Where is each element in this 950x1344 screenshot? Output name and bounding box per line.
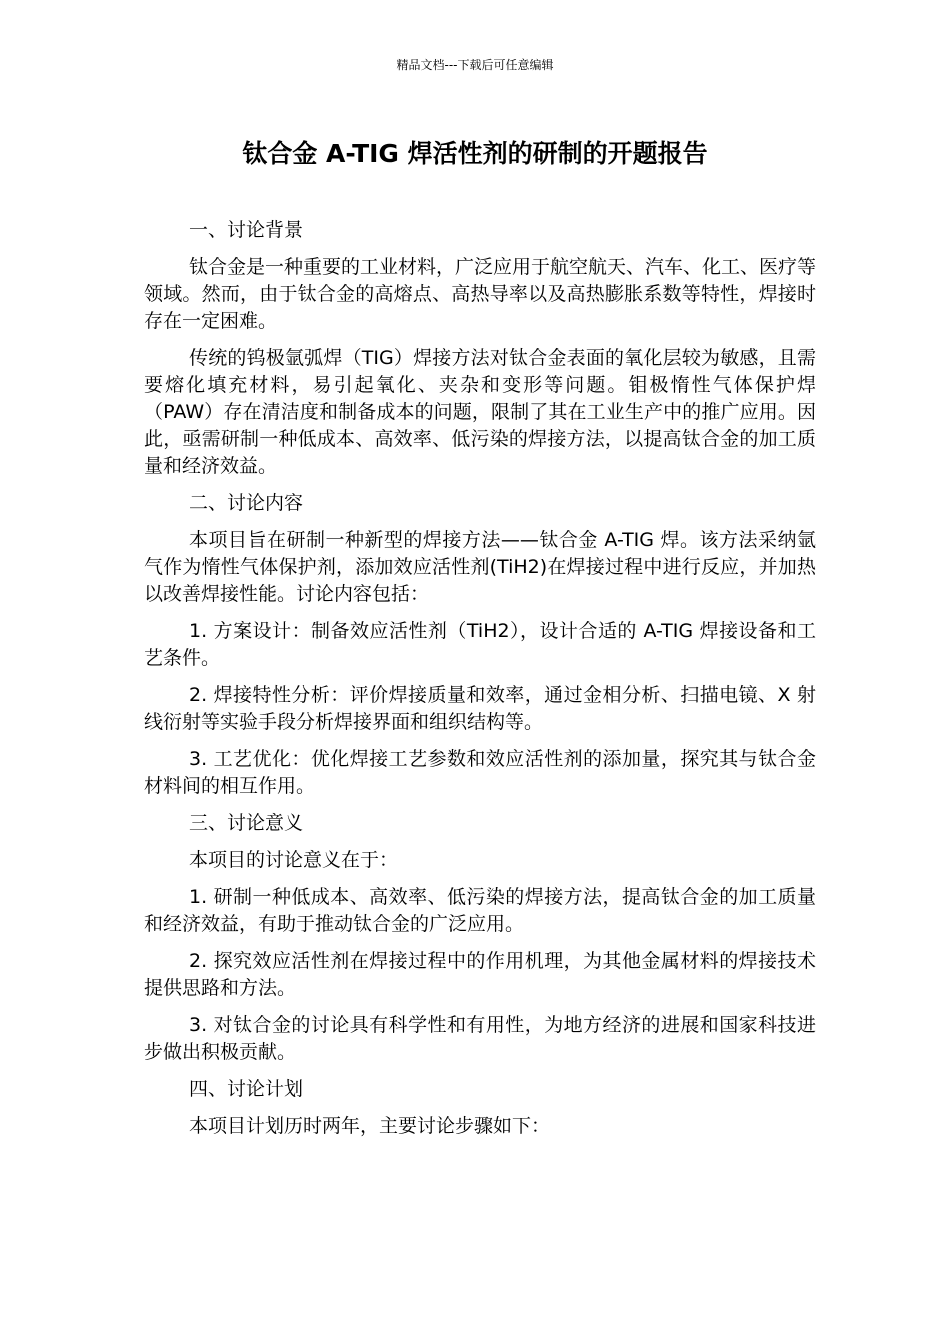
list-item: 3. 对钛合金的讨论具有科学性和有用性，为地方经济的进展和国家科技进步做出积极贡献。 bbox=[144, 1014, 816, 1063]
list-item: 1. 研制一种低成本、高效率、低污染的焊接方法，提高钛合金的加工质量和经济效益，有助于推动钛合金的广泛应用。 bbox=[144, 886, 816, 935]
section-heading: 二、讨论内容 bbox=[189, 492, 304, 514]
section-plan bbox=[144, 1076, 816, 1140]
paragraph: 传统的钨极氩弧焊（TIG）焊接方法对钛合金表面的氧化层较为敏感，且需要熔化填充材料，易引起氧化、夹杂和变形等问题。钼极惰性气体保护焊（PAW）存在清洁度和制备成本的问题，限制了其在工业生产中的推广应用。因此，亟需研制一种低成本、高效率、低污染的焊接方法，以提高钛合金的加工质量和经济效益。 bbox=[144, 347, 816, 477]
document-body bbox=[144, 217, 816, 1150]
paragraph: 本项目旨在研制一种新型的焊接方法——钛合金 A-TIG 焊。该方法采纳氩气作为惰性气体保护剂，添加效应活性剂(TiH2)在焊接过程中进行反应，并加热以改善焊接性能。讨论内容包括： bbox=[144, 529, 816, 605]
section-content bbox=[144, 490, 816, 800]
paragraph: 本项目计划历时两年，主要讨论步骤如下： bbox=[189, 1115, 551, 1137]
paragraph: 钛合金是一种重要的工业材料，广泛应用于航空航天、汽车、化工、医疗等领域。然而，由于钛合金的高熔点、高热导率以及高热膨胀系数等特性，焊接时存在一定困难。 bbox=[144, 256, 817, 332]
list-item: 1. 方案设计：制备效应活性剂（TiH2），设计合适的 A-TIG 焊接设备和工艺条件。 bbox=[144, 620, 816, 669]
section-heading: 三、讨论意义 bbox=[189, 812, 304, 834]
section-heading: 四、讨论计划 bbox=[189, 1078, 304, 1100]
header-note: 精品文档---下载后可任意编辑 bbox=[396, 58, 554, 72]
paragraph: 本项目的讨论意义在于： bbox=[189, 849, 399, 871]
list-item: 2. 探究效应活性剂在焊接过程中的作用机理，为其他金属材料的焊接技术提供思路和方法。 bbox=[144, 950, 816, 999]
list-item: 2. 焊接特性分析：评价焊接质量和效率，通过金相分析、扫描电镜、X 射线衍射等实验手段分析焊接界面和组织结构等。 bbox=[144, 684, 816, 733]
document-title: 钛合金 A-TIG 焊活性剂的研制的开题报告 bbox=[242, 139, 708, 168]
list-item: 3. 工艺优化：优化焊接工艺参数和效应活性剂的添加量，探究其与钛合金材料间的相互作用。 bbox=[144, 748, 816, 797]
section-significance bbox=[144, 810, 816, 1066]
section-background bbox=[144, 217, 816, 480]
section-heading: 一、讨论背景 bbox=[189, 219, 304, 241]
